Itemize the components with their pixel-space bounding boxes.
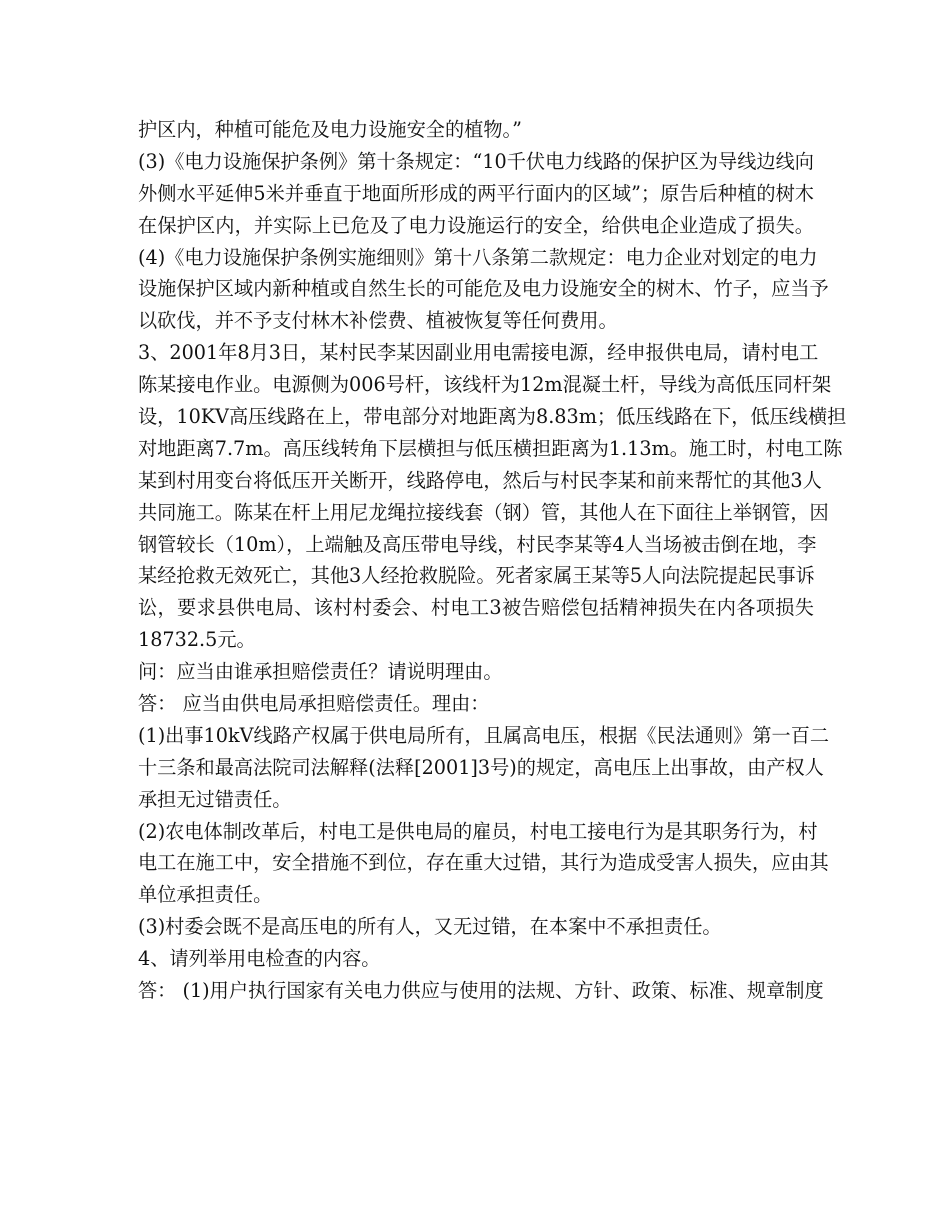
text-line: 共同施工。陈某在杆上用尼龙绳拉接线套（钢）管，其他人在下面往上举钢管，因 (138, 500, 829, 524)
text-line: 钢管较长（10m），上端触及高压带电导线，村民李某等4人当场被击倒在地，李 (138, 532, 817, 556)
text-line: 电工在施工中，安全措施不到位，存在重大过错，其行为造成受害人损失，应由其 (138, 851, 829, 875)
text-line: (3)《电力设施保护条例》第十条规定：“10千伏电力线路的保护区为导线边线向 (138, 149, 814, 173)
text-line: 答： 应当由供电局承担赔偿责任。理由： (138, 692, 490, 716)
text-line: (2)农电体制改革后，村电工是供电局的雇员，村电工接电行为是其职务行为，村 (138, 819, 818, 843)
text-line: 设，10KV高压线路在上，带电部分对地距离为8.83m；低压线路在下，低压线横担 (138, 405, 847, 429)
text-line: 问：应当由谁承担赔偿责任？请说明理由。 (138, 660, 503, 684)
text-line: 承担无过错责任。 (138, 787, 292, 811)
text-line: 设施保护区域内新种植或自然生长的可能危及电力设施安全的树木、竹子，应当予 (138, 277, 829, 301)
text-line: 3、2001年8月3日，某村民李某因副业用电需接电源，经申报供电局，请村电工 (138, 341, 819, 365)
text-line: 讼，要求县供电局、该村村委会、村电工3被告赔偿包括精神损失在内各项损失 (138, 596, 814, 620)
text-line: 以砍伐，并不予支付林木补偿费、植被恢复等任何费用。 (138, 309, 618, 333)
text-line: 在保护区内，并实际上已危及了电力设施运行的安全，给供电企业造成了损失。 (138, 213, 814, 237)
document-body (138, 114, 847, 1007)
text-line: 十三条和最高法院司法解释(法释[2001]3号)的规定，高电压上出事故，由产权人 (138, 755, 824, 779)
text-line: 答： (1)用户执行国家有关电力供应与使用的法规、方针、政策、标准、规章制度 (138, 979, 824, 1003)
text-line: 18732.5元。 (138, 628, 256, 652)
text-line: 外侧水平延伸5米并垂直于地面所形成的两平行面内的区域”；原告后种植的树木 (138, 181, 814, 205)
text-line: (4)《电力设施保护条例实施细则》第十八条第二款规定：电力企业对划定的电力 (138, 245, 818, 269)
text-line: (1)出事10kV线路产权属于供电局所有，且属高电压，根据《民法通则》第一百二 (138, 723, 830, 747)
text-line: (3)村委会既不是高压电的所有人，又无过错，在本案中不承担责任。 (138, 915, 722, 939)
text-line: 护区内，种植可能危及电力设施安全的植物。” (138, 118, 522, 141)
text-line: 某经抢救无效死亡，其他3人经抢救脱险。死者家属王某等5人向法院提起民事诉 (138, 564, 815, 588)
text-line: 某到村用变台将低压开关断开，线路停电，然后与村民李某和前来帮忙的其他3人 (138, 468, 822, 492)
text-line: 单位承担责任。 (138, 883, 273, 907)
text-line: 4、请列举用电检查的内容。 (138, 947, 381, 971)
text-line: 陈某接电作业。电源侧为006号杆，该线杆为12m混凝土杆，导线为高低压同杆架 (138, 373, 832, 397)
text-line: 对地距离7.7m。高压线转角下层横担与低压横担距离为1.13m。施工时，村电工陈 (138, 436, 843, 460)
